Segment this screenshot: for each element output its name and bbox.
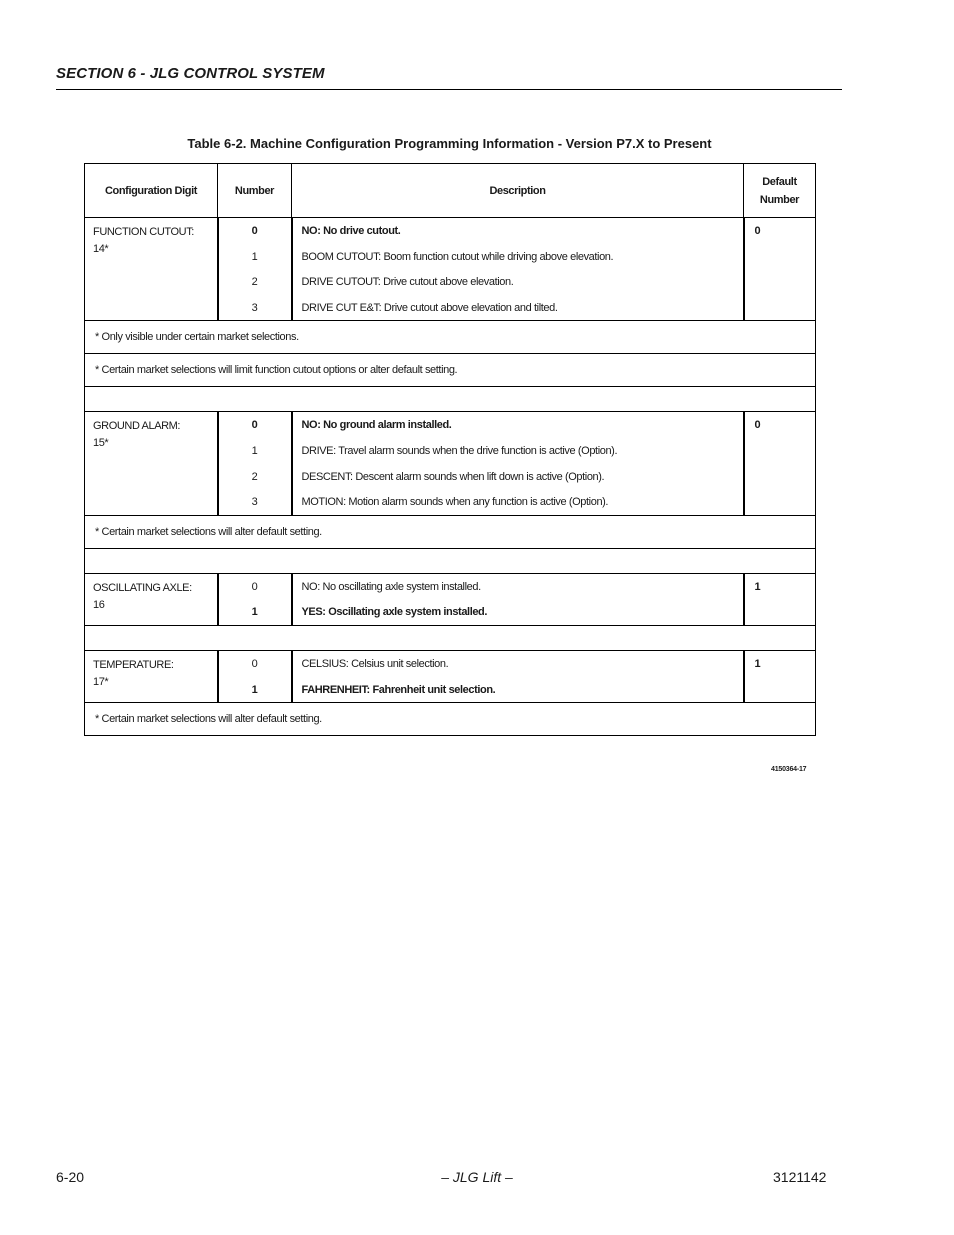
table-header-row	[85, 164, 816, 218]
table-row-ground-alarm	[85, 412, 816, 515]
config-digit-cell	[85, 650, 218, 702]
option-number: 3	[251, 496, 258, 509]
table-note: * Certain market selections will limit function cutout options or alter default setting.	[85, 354, 816, 387]
default-value: 1	[754, 657, 761, 670]
note-row	[85, 703, 816, 736]
description-cell	[292, 573, 744, 625]
config-digit-number: 14*	[93, 243, 109, 255]
table-note: * Certain market selections will alter default setting.	[85, 703, 816, 736]
figure-id: 4150364-17	[771, 766, 807, 773]
column-header-configuration-digit: Configuration Digit	[85, 164, 218, 218]
number-cell	[218, 573, 292, 625]
note-row	[85, 515, 816, 548]
table-row-temperature	[85, 650, 816, 702]
option-number: 2	[251, 276, 258, 289]
option-description: CELSIUS: Celsius unit selection.	[301, 657, 449, 670]
spacer-cell	[85, 548, 816, 573]
description-cell	[292, 218, 744, 321]
table-note: * Only visible under certain market selections.	[85, 321, 816, 354]
config-digit-label: FUNCTION CUTOUT:	[93, 226, 194, 238]
option-description: FAHRENHEIT: Fahrenheit unit selection.	[301, 683, 496, 696]
option-number: 0	[251, 225, 258, 237]
default-cell	[744, 573, 816, 625]
option-description: DRIVE: Travel alarm sounds when the drive function is active (Option).	[301, 444, 618, 457]
option-number: 1	[251, 683, 258, 696]
note-row	[85, 321, 816, 354]
spacer-row	[85, 625, 816, 650]
table-note: * Certain market selections will alter default setting.	[85, 515, 816, 548]
table-row-oscillating-axle	[85, 573, 816, 625]
default-cell	[744, 218, 816, 321]
default-value: 0	[754, 225, 761, 237]
spacer-cell	[85, 625, 816, 650]
config-digit-number: 17*	[93, 675, 109, 688]
number-cell	[218, 412, 292, 515]
number-cell	[218, 218, 292, 321]
section-title: SECTION 6 - JLG CONTROL SYSTEM	[56, 65, 325, 82]
option-number: 0	[251, 657, 258, 670]
option-number: 0	[251, 580, 258, 593]
column-header-description: Description	[292, 164, 744, 218]
option-description: MOTION: Motion alarm sounds when any function is active (Option).	[301, 496, 609, 509]
option-description: YES: Oscillating axle system installed.	[301, 606, 488, 619]
config-digit-cell	[85, 218, 218, 321]
config-digit-cell	[85, 412, 218, 515]
table-caption: Table 6-2. Machine Configuration Programming Information - Version P7.X to Present	[187, 136, 712, 151]
option-number: 0	[251, 419, 258, 432]
default-value: 0	[754, 419, 761, 432]
column-header-default-line1: Default	[762, 175, 797, 188]
config-digit-label: GROUND ALARM:	[93, 420, 181, 433]
option-number: 1	[251, 444, 258, 457]
footer-publication: – JLG Lift –	[441, 1169, 513, 1185]
config-digit-number: 15*	[93, 437, 109, 450]
configuration-table	[84, 163, 816, 736]
option-description: DRIVE CUT E&T: Drive cutout above elevation and tilted.	[301, 301, 558, 314]
option-description: NO: No ground alarm installed.	[301, 419, 452, 432]
option-number: 2	[251, 470, 258, 483]
column-header-number: Number	[218, 164, 292, 218]
note-row	[85, 354, 816, 387]
option-number: 1	[251, 606, 258, 619]
spacer-row	[85, 387, 816, 412]
config-digit-cell	[85, 573, 218, 625]
config-digit-number: 16	[93, 598, 105, 611]
spacer-row	[85, 548, 816, 573]
description-cell	[292, 412, 744, 515]
option-description: NO: No oscillating axle system installed.	[301, 580, 481, 593]
config-digit-label: OSCILLATING AXLE:	[93, 581, 192, 594]
column-header-default-number	[744, 164, 816, 218]
config-digit-label: TEMPERATURE:	[93, 658, 174, 671]
page-number: 6-20	[56, 1169, 85, 1185]
column-header-default-line2: Number	[759, 193, 800, 206]
default-cell	[744, 412, 816, 515]
default-cell	[744, 650, 816, 702]
number-cell	[218, 650, 292, 702]
default-value: 1	[754, 580, 761, 593]
table-row-function-cutout	[85, 218, 816, 321]
option-number: 1	[251, 250, 258, 263]
spacer-cell	[85, 387, 816, 412]
option-description: BOOM CUTOUT: Boom function cutout while driving above elevation.	[301, 250, 614, 263]
description-cell	[292, 650, 744, 702]
option-description: NO: No drive cutout.	[301, 225, 401, 237]
option-description: DRIVE CUTOUT: Drive cutout above elevation.	[301, 276, 514, 289]
document-number: 3121142	[773, 1169, 827, 1185]
header-divider	[56, 89, 842, 90]
option-number: 3	[251, 301, 258, 314]
option-description: DESCENT: Descent alarm sounds when lift down is active (Option).	[301, 470, 605, 483]
